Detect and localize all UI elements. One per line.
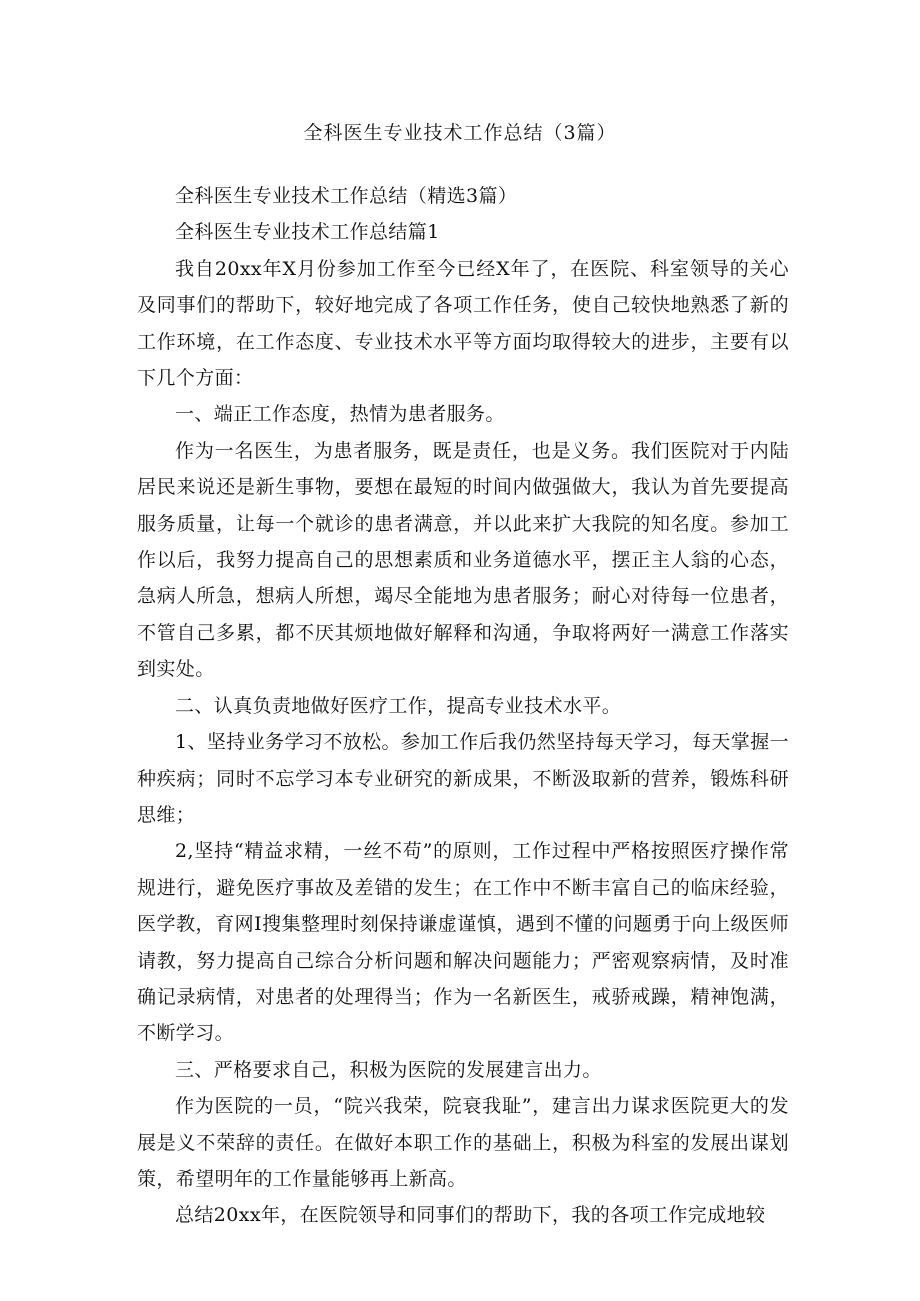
intro-paragraph: 我自20xx年X月份参加工作至今已经X年了，在医院、科室领导的关心及同事们的帮助下，较好地完成了各项工作任务，使自己较快地熟悉了新的工作环境，在工作态度、专业技术水平等方面均取得较大的进步，主要有以下几个方面： xyxy=(137,257,789,390)
summary-paragraph: 总结20xx年，在医院领导和同事们的帮助下，我的各项工作完成地较 xyxy=(175,1204,766,1227)
document-title: 全科医生专业技术工作总结（3篇） xyxy=(303,122,617,144)
section-heading: 全科医生专业技术工作总结篇1 xyxy=(175,221,440,244)
document-body xyxy=(137,178,789,1234)
point-two-item-1: 1、坚持业务学习不放松。参加工作后我仍然坚持每天学习，每天掌握一种疾病；同时不忘学习本专业研究的新成果，不断汲取新的营养，锻炼科研思维； xyxy=(137,731,789,826)
point-one-heading: 一、端正工作态度，热情为患者服务。 xyxy=(175,403,505,426)
point-three-heading: 三、严格要求自己，积极为医院的发展建言出力。 xyxy=(175,1058,602,1081)
point-one-paragraph: 作为一名医生，为患者服务，既是责任，也是义务。我们医院对于内陆居民来说还是新生事物，要想在最短的时间内做强做大，我认为首先要提高服务质量，让每一个就诊的患者满意，并以此来扩大我院的知名度。参加工作以后，我努力提高自己的思想素质和业务道德水平，摆正主人翁的心态，急病人所急，想病人所想，竭尽全能地为患者服务；耐心对待每一位患者，不管自己多累，都不厌其烦地做好解释和沟通，争取将两好一满意工作落实到实处。 xyxy=(137,439,789,681)
point-two-item-2: 2,坚持“精益求精，一丝不苟”的原则，工作过程中严格按照医疗操作常规进行，避免医疗事故及差错的发生；在工作中不断丰富自己的临床经验，医学教，育网I搜集整理时刻保持谦虚谨慎，遇到不懂的问题勇于向上级医师请教，努力提高自己综合分析问题和解决问题能力；严密观察病情，及时准确记录病情，对患者的处理得当；作为一名新医生，戒骄戒躁，精神饱满，不断学习。 xyxy=(137,840,789,1045)
point-two-heading: 二、认真负责地做好医疗工作，提高专业技术水平。 xyxy=(175,694,622,717)
subtitle-paragraph: 全科医生专业技术工作总结（精选3篇） xyxy=(175,185,518,207)
point-three-paragraph: 作为医院的一员，“院兴我荣，院衰我耻”，建言出力谋求医院更大的发展是义不荣辞的责任。在做好本职工作的基础上，积极为科室的发展出谋划策，希望明年的工作量能够再上新高。 xyxy=(137,1095,789,1190)
